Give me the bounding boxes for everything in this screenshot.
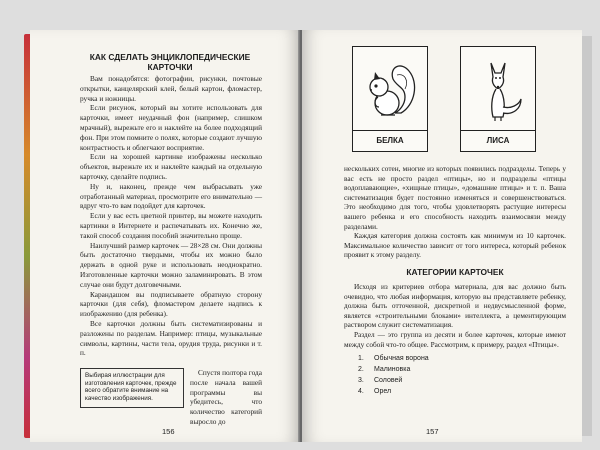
fox-icon bbox=[469, 53, 529, 125]
paragraph: Раздел — это группа из десяти и более карточек, которые имеют между собой что-то общее. Рассмотрим, к примеру, раздел «Птицы». bbox=[344, 329, 566, 349]
left-page bbox=[30, 30, 300, 442]
paragraph: нескольких сотен, многие из которых появились подразделы. Теперь у вас есть не просто раздел «птицы», но и подразделы «птицы водоплавающие», «хищные птицы», «домашние птицы» и т. п. Ваша систематизация будет постоянно изменяться и совершенствоваться. Это необходимо для того, чтобы удовлетворять растущие интересы вашего ребенка и его способность находить взаимосвязи между разделами. bbox=[344, 164, 566, 231]
card-label: БЕЛКА bbox=[353, 130, 427, 151]
page-number: 157 bbox=[426, 427, 439, 436]
paragraph: Карандашом вы подписываете обратную сторону карточки (для себя), фломастером делаете надпись к изображению (для ребенка). bbox=[80, 289, 262, 319]
squirrel-icon bbox=[361, 53, 421, 125]
right-body bbox=[344, 164, 566, 397]
card-fox bbox=[460, 46, 536, 152]
paragraph: Вам понадобятся: фотографии, рисунки, почтовые открытки, канцелярский клей, белый картон, фломастер, ручка и ножницы. bbox=[80, 74, 262, 103]
list-item: 3. Соловей bbox=[358, 377, 403, 385]
page-title bbox=[80, 52, 260, 72]
open-book bbox=[30, 30, 582, 442]
section-heading: КАТЕГОРИИ КАРТОЧЕК bbox=[406, 266, 504, 277]
paragraph: Если у вас есть цветной принтер, вы можете находить картинки в Интернете и распечатывать их. Конечно же, такой способ создания пособий значительно проще. bbox=[80, 211, 262, 240]
list-item: 1. Обычная ворона bbox=[358, 355, 429, 363]
paragraph: Каждая категория должна состоять как минимум из 10 карточек. Максимальное количество зависит от того интереса, который ребенок проявит к этому разделу. bbox=[344, 231, 566, 260]
paragraph: Все карточки должны быть систематизированы и разложены по разделам. Например: птицы, музыкальные символы, картины, части тела, орудия труда, рисунки и т. п. bbox=[80, 318, 262, 358]
card-label: ЛИСА bbox=[461, 130, 535, 151]
paragraph: Исходя из критериев отбора материала, для вас должно быть очевидно, что любая информация, которую вы представляете ребенку, должна быть отточенной, дискретной и недвусмысленной форме, является «строительными блоками» интеллекта, а цементирующим раствором служит систематизация. bbox=[344, 281, 566, 330]
right-page bbox=[302, 30, 582, 442]
paragraph: Ну и, наконец, прежде чем выбрасывать уже отработанный материал, просмотрите его внимательно — вдруг что-то вам подойдет для карточек. bbox=[80, 181, 262, 211]
birds-list bbox=[358, 353, 566, 397]
left-body bbox=[80, 74, 262, 358]
page-number: 156 bbox=[162, 427, 175, 436]
side-column bbox=[190, 368, 262, 427]
paragraph: Наилучший размер карточек — 28×28 см. Они должны быть достаточно твердыми, чтобы их можно было держать в одной руке и использовать неоднократно. Изготовленные карточки можно заламинировать. В этом случае они будут долговечными. bbox=[80, 240, 262, 289]
left-heading: КАК СДЕЛАТЬ ЭНЦИКЛОПЕДИЧЕСКИЕ КАРТОЧКИ bbox=[89, 52, 251, 72]
book-page-edge bbox=[582, 36, 592, 436]
card-examples bbox=[352, 46, 564, 158]
paragraph: Спустя полтора года после начала вашей программы вы убедитесь, что количество категорий выросло до bbox=[190, 368, 262, 426]
list-item: 2. Малиновка bbox=[358, 366, 411, 374]
paragraph: Если рисунок, который вы хотите использовать для карточки, имеет неудачный фон (например, слишком мрачный), вырежьте его и наклейте на более подходящий фон. При этом помните о полях, которые создают лучшую контрастность и облегчают восприятие. bbox=[80, 103, 262, 152]
list-item: 4. Орел bbox=[358, 388, 392, 396]
tip-box: Выбирая иллюстрации для изготовления карточек, прежде всего обратите внимание на качество изображения. bbox=[80, 368, 184, 408]
card-squirrel bbox=[352, 46, 428, 152]
paragraph: Если на хорошей картинке изображены несколько объектов, вырежьте их и наклейте каждый на отдельную карточку, сделайте подпись. bbox=[80, 152, 262, 181]
